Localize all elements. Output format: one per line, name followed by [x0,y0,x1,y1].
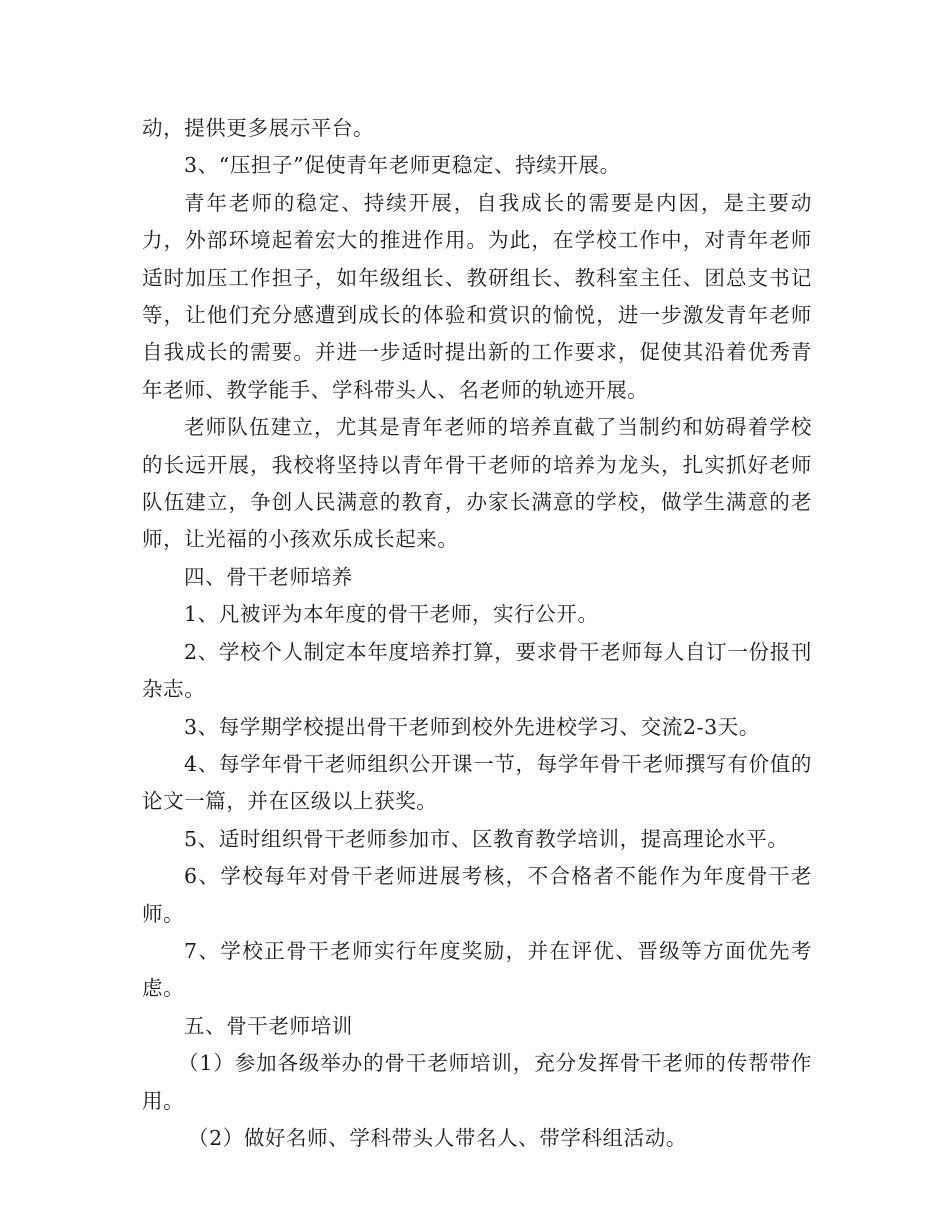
paragraph-young-teachers: 青年老师的稳定、持续开展，自我成长的需要是内因，是主要动力，外部环境起着宏大的推进作用。为此，在学校工作中，对青年老师适时加压工作担子，如年级组长、教研组长、教科室主任、团总支书记等，让他们充分感遭到成长的体验和赏识的愉悦，进一步激发青年老师自我成长的需要。并进一步适时提出新的工作要求，促使其沿着优秀青年老师、教学能手、学科带头人、名老师的轨迹开展。 [142,190,812,402]
paragraph-continuation: 动，提供更多展示平台。 [142,116,375,140]
training-item-2: （2）做好名师、学科带头人带名人、带学科组活动。 [188,1125,687,1150]
list-item-5: 5、适时组织骨干老师参加市、区教育教学培训，提高理论水平。 [184,826,789,851]
list-item-2: 2、学校个人制定本年度培养打算，要求骨干老师每人自订一份报刊杂志。 [142,639,812,702]
section-heading-4: 四、骨干老师培养 [184,564,353,589]
paragraph-team-building: 老师队伍建立，尤其是青年老师的培养直截了当制约和妨碍着学校的长远开展，我校将坚持以青年骨干老师的培养为龙头，扎实抓好老师队伍建立，争创人民满意的教育，办家长满意的学校，做学生满意的老师，让光福的小孩欢乐成长起来。 [142,415,812,552]
training-item-1: （1）参加各级举办的骨干老师培训，充分发挥骨干老师的传帮带作用。 [142,1051,812,1113]
section-heading-5: 五、骨干老师培训 [184,1013,353,1038]
list-item-7: 7、学校正骨干老师实行年度奖励，并在评优、晋级等方面优先考虑。 [142,938,812,1001]
list-item-6: 6、学校每年对骨干老师进展考核，不合格者不能作为年度骨干老师。 [142,864,812,926]
paragraph-item-3: 3、“压担子”促使青年老师更稳定、持续开展。 [184,153,621,178]
list-item-4: 4、每学年骨干老师组织公开课一节，每学年骨干老师撰写有价值的论文一篇，并在区级以上获奖。 [142,751,812,814]
list-item-3: 3、每学期学校提出骨干老师到校外先进校学习、交流2-3天。 [184,714,760,739]
document-body [142,110,812,1157]
list-item-1: 1、凡被评为本年度的骨干老师，实行公开。 [184,602,599,627]
